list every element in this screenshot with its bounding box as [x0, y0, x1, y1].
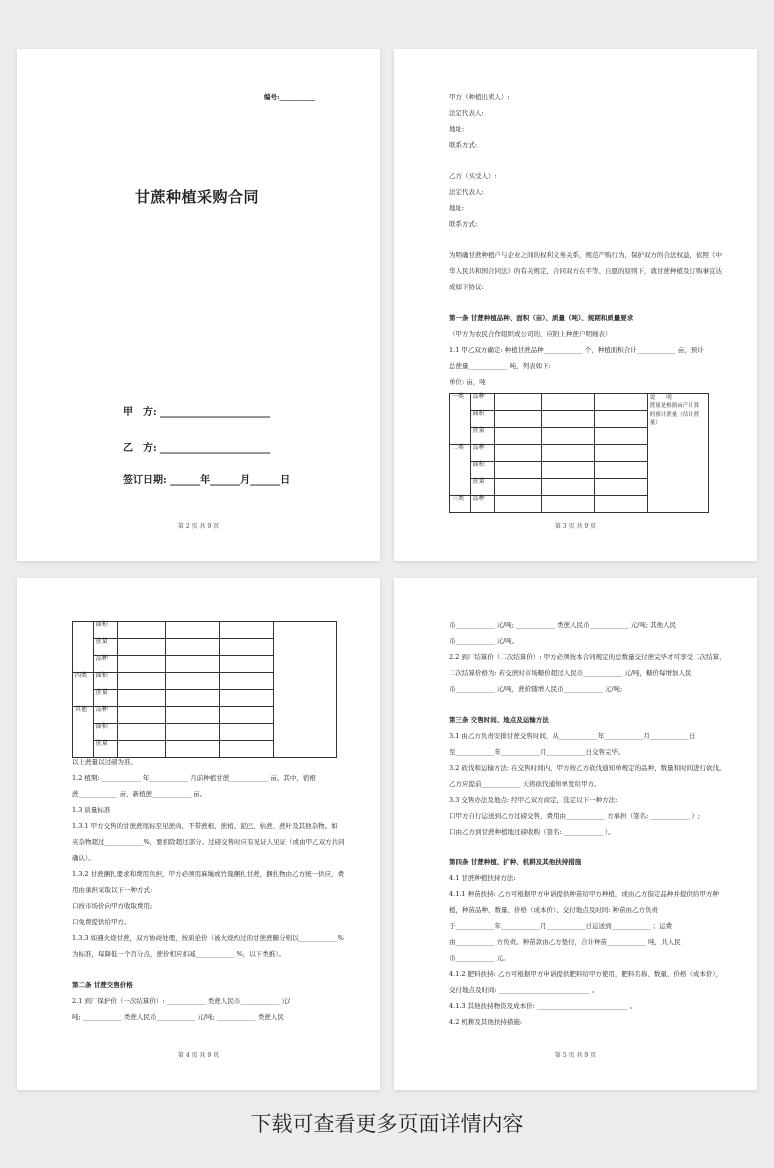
text-line: 甲方（种植出卖人）: — [449, 93, 510, 101]
table-cell: 面积 — [93, 622, 118, 639]
text-line: 法定代表人: — [449, 109, 484, 117]
document-page-2 — [394, 49, 757, 561]
table-cell: 蔗量 — [93, 741, 118, 758]
table-cell: 品种 — [93, 707, 118, 724]
text-line: 蔗____________ 亩，新植蔗____________ 亩。 — [72, 790, 207, 798]
text-line: （甲方为农民合作组织或公司的，应附上种蔗户明细表） — [449, 330, 612, 338]
text-line: 3.1 由乙方负责安排甘蔗交售时间，从____________年____________月____________日 — [449, 732, 696, 740]
text-line: 3.2 砍伐和运输方法: 在交售时间内，甲方按乙方砍伐通知单规定的品种、数量和时间进行砍伐。 — [449, 764, 726, 772]
text-line: 1.1 甲乙双方确定: 种植甘蔗品种____________ 个，种植面积合计____________ 亩，预计 — [449, 346, 704, 354]
text-line: 联系方式: — [449, 220, 478, 228]
text-line: 由____________ 方负责。种苗款由乙方垫付，合计种苗____________ 吨，共人民 — [449, 938, 681, 946]
text-line: 3.3 交售办法及地点: 经甲乙双方商定，选定以下一种方法: — [449, 796, 618, 804]
text-line: 口甲方自行运送到乙方过磅交售，费用由____________ 方承担（签名: ____________ ）; — [449, 812, 701, 820]
text-line: 1.2 植期: ____________ 年____________ 月前种植甘蔗____________ 亩。其中，宿根 — [72, 774, 316, 782]
note-body: 蔗量是根据亩产计算 — [649, 403, 700, 410]
page-footer: 第 2 页 共 9 页 — [177, 523, 220, 530]
text-line: 吨; ____________ 类蔗人民币____________ 元/吨; ____________ 类蔗人民 — [72, 1013, 284, 1021]
table-note-cell — [647, 394, 708, 513]
text-line: 交付地点及时间: ____________________________ 。 — [449, 986, 599, 994]
text-line: 口按市场价向甲方收取费用; — [72, 902, 153, 910]
text-line: 于____________年____________月____________日运送到____________ ；运费 — [449, 922, 673, 930]
table-cell: 其他 — [73, 707, 94, 758]
text-line: 4.1.2 肥料扶持: 乙方可根据甲方申请提供肥料给甲方使用，肥料名称、数量、价格（成本价）， — [449, 970, 723, 978]
text-line: 币____________ 元/吨; ____________ 类蔗人民币____________ 元/吨; 其他人民 — [449, 621, 677, 629]
text-line: 单位: 亩，吨 — [449, 378, 486, 386]
text-line: 币____________ 元/吨，蔗价随增人民币____________ 元/吨; — [449, 685, 623, 693]
download-caption: 下载可查看更多页面详情内容 — [250, 1112, 524, 1136]
table-cell: 蔗量 — [93, 690, 118, 707]
text-line: 乙方应提前____________ 天将砍伐通知单发给甲方。 — [449, 780, 601, 788]
text-line: 币____________ 元。 — [449, 954, 510, 962]
page-footer: 第 5 页 共 9 页 — [554, 1052, 597, 1059]
text-line: 1.3.2 甘蔗捆扎要求和费用负担，甲方必须用麻绳或竹篾捆扎甘蔗，捆扎物由乙方统一供应，费 — [72, 870, 345, 878]
article-heading: 第四条 甘蔗种植、扩种、机耕及其他扶持措施 — [449, 858, 582, 866]
note-body: 的预计蔗量（估计蔗 — [649, 411, 700, 418]
text-line: 植，种苗品种、数量、价格（成本价）、交付地点及时间: 种苗由乙方负责 — [449, 906, 659, 914]
text-line: 2.2 到厂结算价（二次结算价）: 甲方必须按本合同规定的总数量交付蔗完毕才可享受二次结算， — [449, 653, 726, 661]
text-line: 4.2 机耕及其他扶持措施: — [449, 1018, 523, 1026]
text-line: 总蔗量____________ 吨，列表如下: — [449, 362, 551, 370]
text-line: 2.1 到厂保护价（一次结算价）: ____________ 类蔗人民币____________ 元/ — [72, 997, 290, 1005]
paragraph-line: 成如下协议: — [449, 283, 484, 291]
table-cell: 面积 — [470, 462, 494, 479]
party-b-line: 乙 方: ______________________ — [123, 443, 271, 454]
paragraph-line: 华人民共和国合同法》的有关规定，合同双方在平等、自愿的原则下，就甘蔗种植及订购事宜达 — [449, 267, 722, 275]
table-cell: 一类 — [450, 394, 471, 445]
note-header: 说 明 — [649, 395, 672, 401]
text-line: 联系方式: — [449, 141, 478, 149]
paragraph-line: 为明确甘蔗种植户与企业之间的权利义务关系，规范产购行为，保护双方的合法权益，依照《中 — [449, 251, 722, 259]
text-line: 夹杂物超过____________%，要扣除超过部分。过磅交售时应有见证人见证（或由甲乙双方共同 — [72, 838, 345, 846]
text-line: 用由承担采取以下一种方式: — [72, 886, 153, 894]
contract-title: 甘蔗种植采购合同 — [135, 188, 260, 206]
text-line: 口免费提供给甲方。 — [72, 918, 131, 926]
text-line: 地址: — [449, 204, 465, 212]
text-line: 乙方（买受人）: — [449, 172, 497, 180]
table-cell: 四类 — [73, 673, 94, 707]
party-a-line: 甲 方: ______________________ — [123, 407, 271, 418]
variety-table — [449, 393, 709, 513]
table-cell: 二类 — [450, 445, 471, 496]
document-page-cover — [17, 49, 380, 561]
table-cell: 品种 — [470, 445, 494, 462]
text-line: 地址: — [449, 125, 465, 133]
text-line: 4.1 甘蔗种植扶持方法: — [449, 874, 516, 882]
table-cell: 品种 — [470, 496, 494, 513]
article-heading: 第二条 甘蔗交售价格 — [72, 981, 133, 989]
table-cell: 面积 — [93, 673, 118, 690]
table-cell: 三类 — [450, 496, 471, 513]
table-cell: 蔗量 — [470, 428, 494, 445]
text-line: 1.3.3 如遇火烧甘蔗，双方协商处理，按质论价（被火烧灼过的甘蔗蔗糖分则以____________% — [72, 934, 344, 942]
article-heading: 第一条 甘蔗种植品种、面积（亩）、质量（吨）、规期和质量要求 — [449, 314, 634, 322]
contract-number-label: 编号:___________ — [264, 93, 316, 101]
text-line: 为标准，每降低一个百分点，蔗价相应扣减____________ %，以下类推）。 — [72, 950, 285, 958]
text-line: 1.3 质量标准 — [72, 806, 111, 814]
text-line: 以上蔗量以过磅为准。 — [72, 758, 137, 766]
text-line: 至____________年____________月____________日交售完毕。 — [449, 748, 625, 756]
article-heading: 第三条 交售时间、地点及运输方法 — [449, 716, 549, 724]
text-line: 口由乙方到甘蔗种植地过磅收购（签名: ____________ ）。 — [449, 828, 615, 836]
page-footer: 第 4 页 共 9 页 — [177, 1052, 220, 1059]
document-page-3 — [17, 578, 380, 1090]
document-page-4 — [394, 578, 757, 1090]
text-line: 法定代表人: — [449, 188, 484, 196]
page-footer: 第 3 页 共 9 页 — [554, 523, 597, 530]
text-line: 二次结算价格为: 若交蔗时市场糖价超过人民币____________ 元/吨，糖价每增加人民 — [449, 669, 692, 677]
table-cell: 面积 — [470, 411, 494, 428]
text-line: 4.1.1 种苗扶持: 乙方可根据甲方申请提供种苗给甲方种植，或由乙方指定品种并提供给甲方种 — [449, 890, 719, 898]
variety-table-continued — [72, 621, 337, 758]
table-cell: 品种 — [93, 656, 118, 673]
table-cell: 面积 — [93, 724, 118, 741]
text-line: 确认）。 — [72, 854, 95, 862]
table-cell: 品种 — [470, 394, 494, 411]
text-line: 1.3.1 甲方交售的甘蔗蔗尾标至见蔗肉，不带蔗根、蔗梢、泥巴、枯蔗、蔗叶及其他杂物。如 — [72, 822, 338, 830]
table-cell: 蔗量 — [470, 479, 494, 496]
note-body: 量） — [649, 419, 661, 426]
table-cell: 蔗量 — [93, 639, 118, 656]
text-line: 4.1.3 其他扶持物资及成本价: ____________________________ 。 — [449, 1002, 637, 1010]
text-line: 币____________ 元/吨。 — [449, 637, 519, 645]
sign-date-line: 签订日期: ______年______月______日 — [123, 475, 291, 486]
